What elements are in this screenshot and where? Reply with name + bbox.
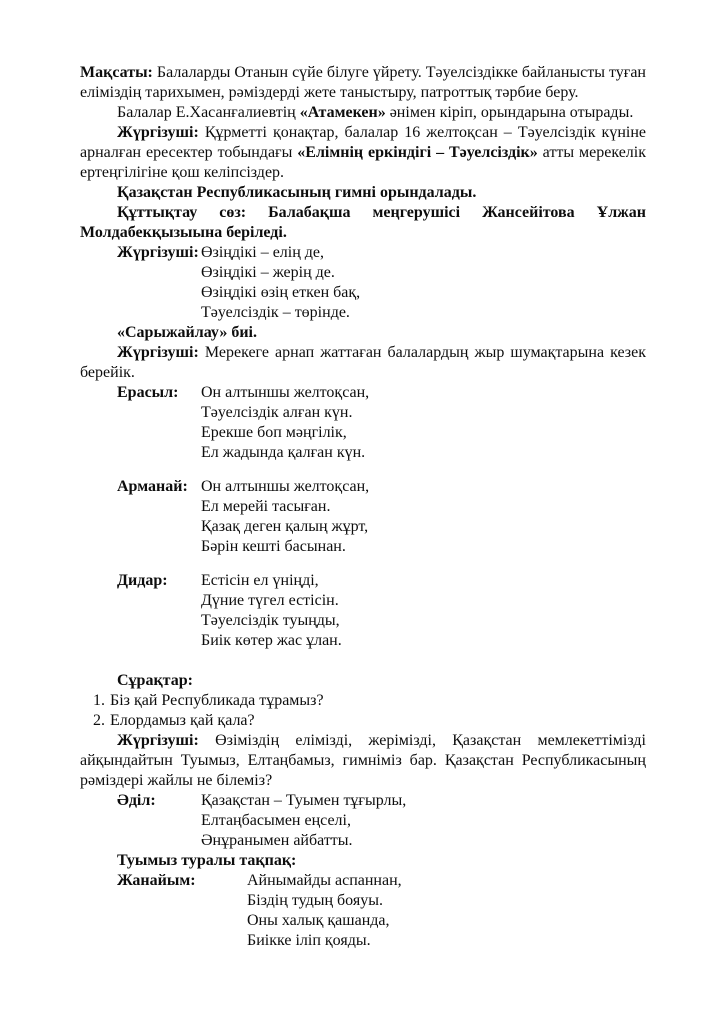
paragraph [80, 63, 646, 103]
text-run: Балаларды Отанын сүйе білуге үйрету. Тәуелсіздікке байланысты туған еліміздің тарихымен, рәміздерді жете таныстыру, патроттық тәрбие беру. [80, 64, 646, 101]
spacer [80, 557, 646, 571]
verse-line: Ерекше боп мәңгілік, [201, 424, 347, 441]
question-text: Елордамыз қай қала? [110, 712, 255, 729]
speaker-label: Жанайым: [117, 872, 196, 889]
verse-line: Ел жадында қалған күн. [201, 444, 366, 461]
paragraph [80, 851, 646, 871]
verse-block [80, 383, 646, 463]
verse-line: Қазақстан – Туымен тұғырлы, [201, 792, 407, 809]
paragraph [80, 323, 646, 343]
document-content [80, 63, 646, 951]
verse-line: Өзіңдікі өзің еткен бақ, [201, 284, 361, 301]
verse-lines [201, 477, 646, 557]
text-run: Жүргізуші: [117, 732, 216, 749]
question-number: 2. [93, 712, 105, 729]
spacer [80, 651, 646, 671]
text-run: Туымыз туралы тақпақ: [117, 852, 297, 869]
verse-line: Бәрін кешті басынан. [201, 538, 346, 555]
verse-line: Биікке іліп қояды. [247, 932, 371, 949]
text-run: «Атамекен» [299, 104, 386, 121]
verse-line: Өзіңдікі – жерің де. [201, 264, 335, 281]
verse-line: Тәуелсіздік – төрінде. [201, 304, 350, 321]
paragraph [80, 103, 646, 123]
verse-line: Естісін ел үніңді, [201, 572, 319, 589]
verse-block [80, 791, 646, 851]
verse-lines [247, 871, 646, 951]
question-item [93, 711, 646, 731]
verse-line: Қазақ деген қалың жұрт, [201, 518, 369, 535]
paragraph [80, 731, 646, 791]
question-text: Біз қай Республикада тұрамыз? [110, 692, 324, 709]
verse-line: Тәуелсіздік алған күн. [201, 404, 353, 421]
text-run: Құрметті қонақтар, балалар 16 желтоқсан – Тәуелсіздік күніне арналған ересектер тобындағы [80, 124, 647, 161]
verse-lines [201, 571, 646, 651]
verse-line: Дүние түгел естісін. [201, 592, 339, 609]
text-run: Жүргізуші: [117, 344, 205, 361]
speaker-label: Арманай: [117, 478, 188, 495]
paragraph [80, 203, 646, 243]
verse-line: Он алтыншы желтоқсан, [201, 478, 370, 495]
text-run: Өзіміздің елімізді, жерімізді, Қазақстан мемлекеттімізді айқындайтын Туымыз, Елтаңбамыз, гимніміз бар. Қазақстан Республикасының рәміздері жайлы не білеміз? [80, 732, 646, 789]
speaker-label: Дидар: [117, 572, 168, 589]
verse-block [80, 571, 646, 651]
verse-line: Оны халық қашанда, [247, 912, 390, 929]
verse-lines [201, 791, 646, 851]
verse-line: Ел мерейі тасыған. [201, 498, 331, 515]
verse-line: Біздің тудың бояуы. [247, 892, 383, 909]
paragraph [80, 671, 646, 691]
speaker-label: Әділ: [117, 792, 156, 809]
text-run: Балалар Е.Хасанғалиевтің [117, 104, 300, 121]
speaker-label: Жүргізуші: [117, 244, 199, 261]
text-run: Жүргізуші: [117, 124, 205, 141]
text-run: Мақсаты: [80, 64, 157, 81]
text-run: Сұрақтар: [117, 672, 193, 689]
verse-block [80, 871, 646, 951]
verse-line: Айнымайды аспаннан, [247, 872, 402, 889]
verse-line: Өзіңдікі – елің де, [201, 244, 325, 261]
verse-line: Он алтыншы желтоқсан, [201, 384, 370, 401]
verse-lines [201, 383, 646, 463]
speaker-label: Ерасыл: [117, 384, 179, 401]
text-run: Құттықтау сөз: Балабақша меңгерушісі Жансейітова Ұлжан Молдабекқызыына беріледі. [80, 204, 646, 241]
text-run: «Сарыжайлау» биі. [117, 324, 257, 341]
paragraph [80, 343, 646, 383]
verse-line: Елтаңбасымен еңселі, [201, 812, 351, 829]
question-number: 1. [93, 692, 105, 709]
verse-block [80, 477, 646, 557]
question-item [93, 691, 646, 711]
verse-block [80, 243, 646, 323]
text-run: атты мерекелік ертеңгілігіне қош келіпсіздер. [80, 144, 647, 181]
verse-line: Тәуелсіздік туыңды, [201, 612, 340, 629]
paragraph [80, 183, 646, 203]
text-run: Қазақстан Республикасының гимні орындалады. [117, 184, 477, 201]
verse-line: Биік көтер жас ұлан. [201, 632, 342, 649]
verse-line: Әнұранымен айбатты. [201, 832, 353, 849]
verse-lines [201, 243, 646, 323]
text-run: әнімен кіріп, орындарына отырады. [385, 104, 634, 121]
text-run: «Елімнің еркіндігі – Тәуелсіздік» [297, 144, 538, 161]
spacer [80, 463, 646, 477]
paragraph [80, 123, 646, 183]
text-run: Мерекеге арнап жаттаған балалардың жыр шумақтарына кезек берейік. [80, 344, 646, 381]
